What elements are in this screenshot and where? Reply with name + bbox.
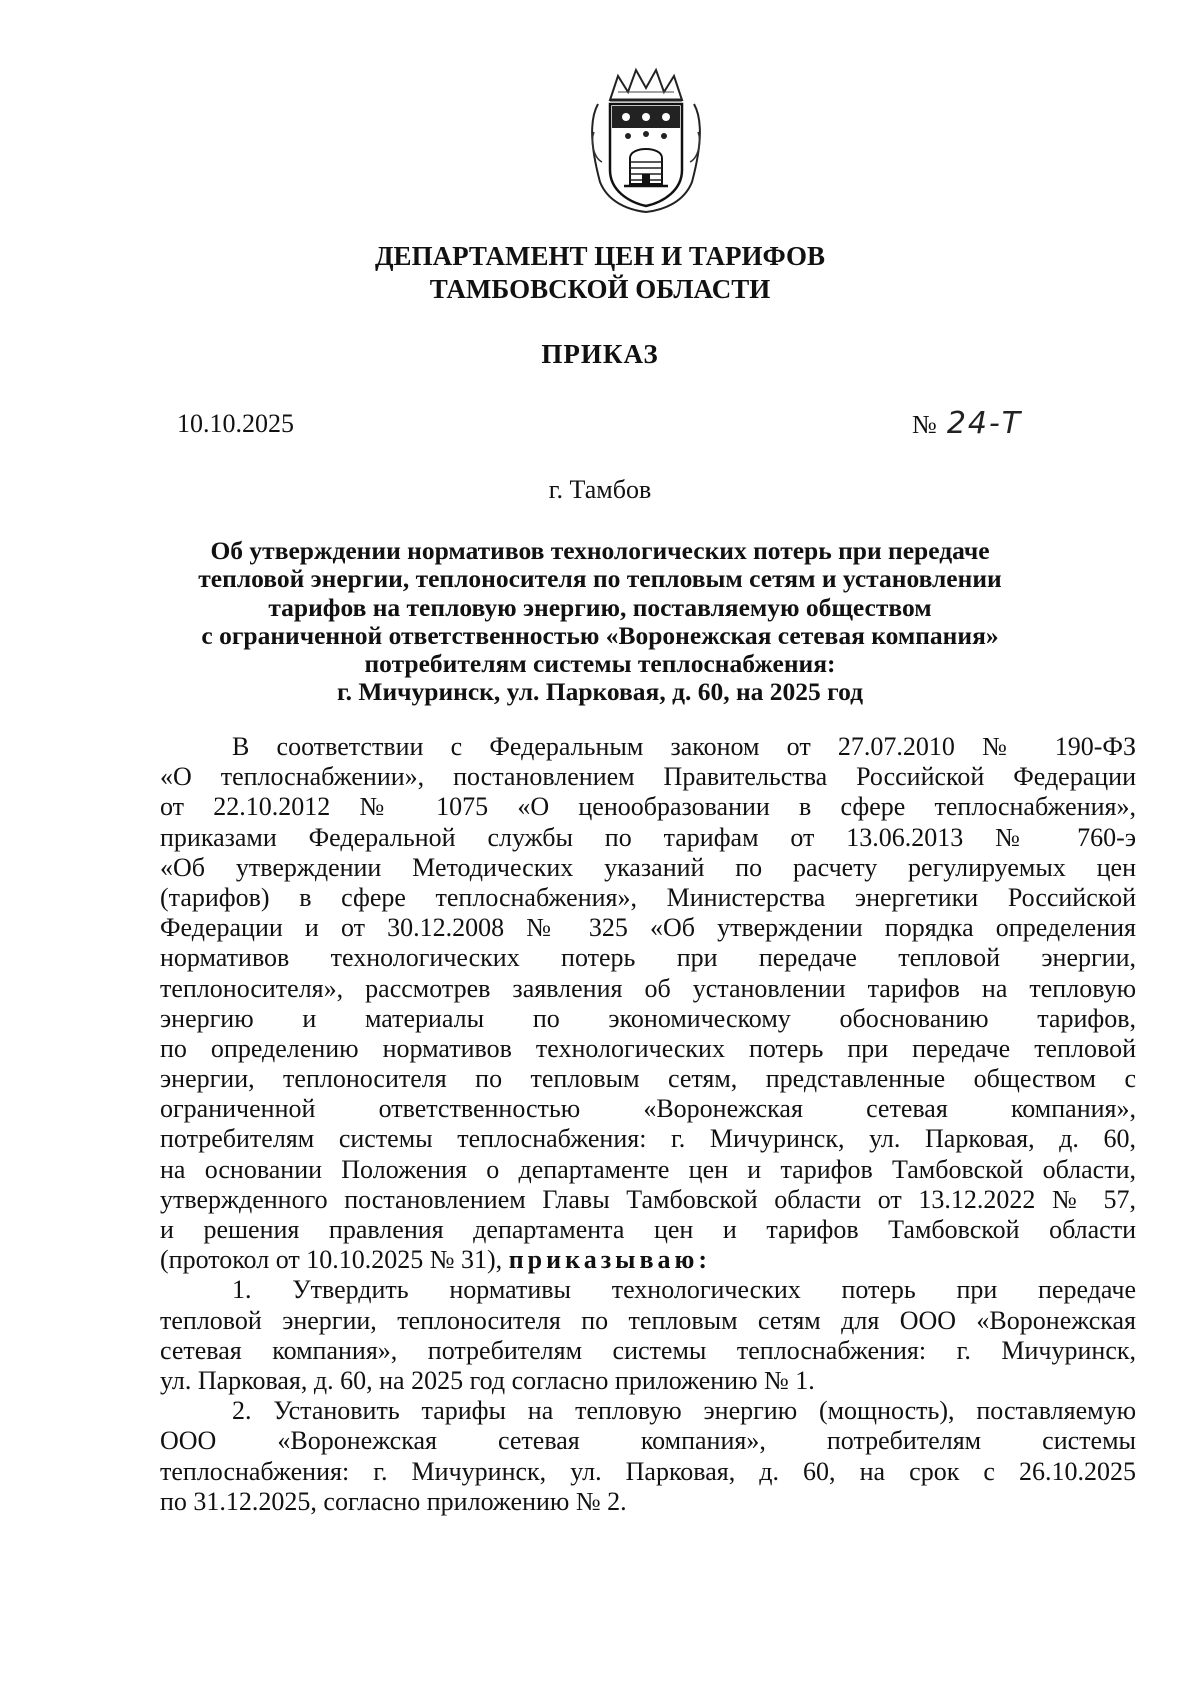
text-line: Федерации и от 30.12.2008 № 325 «Об утверждении порядка определения bbox=[160, 913, 1136, 943]
subject-line: потребителям системы теплоснабжения: bbox=[364, 649, 836, 679]
text-line: и решения правления департамента цен и тарифов Тамбовской области bbox=[160, 1215, 1136, 1244]
text-line: энергию и материалы по экономическому обоснованию тарифов, bbox=[160, 1003, 1136, 1033]
order-subject bbox=[190, 537, 1010, 707]
item-2-paragraph bbox=[160, 1396, 1136, 1517]
order-body bbox=[160, 732, 1136, 1517]
text-line: энергии, теплоносителя по тепловым сетям, представленные обществом с bbox=[160, 1064, 1136, 1094]
protocol-reference: (протокол от 10.10.2025 № 31), bbox=[160, 1245, 503, 1275]
text-line: 2. Установить тарифы на тепловую энергию (мощность), поставляемую bbox=[232, 1396, 1136, 1426]
subject-line: тепловой энергии, теплоносителя по тепловым сетям и установлении bbox=[198, 564, 1002, 594]
text-line: приказами Федеральной службы по тарифам от 13.06.2013 № 760-э bbox=[160, 822, 1136, 852]
text-line: ООО «Воронежская сетевая компания», потребителям системы bbox=[160, 1426, 1136, 1456]
text-line bbox=[160, 1245, 1136, 1275]
text-line: ул. Парковая, д. 60, на 2025 год согласно приложению № 1. bbox=[160, 1365, 815, 1395]
city: г. Тамбов bbox=[548, 475, 652, 504]
text-line: утвержденного постановлением Главы Тамбовской области от 13.12.2022 № 57, bbox=[160, 1184, 1136, 1214]
order-date: 10.10.2025 bbox=[177, 409, 294, 438]
department-name-line1: ДЕПАРТАМЕНТ ЦЕН И ТАРИФОВ bbox=[374, 241, 826, 271]
subject-line: с ограниченной ответственностью «Воронежская сетевая компания» bbox=[201, 620, 999, 650]
text-line: сетевая компания», потребителям системы теплоснабжения: г. Мичуринск, bbox=[160, 1335, 1136, 1365]
text-line: по 31.12.2025, согласно приложению № 2. bbox=[160, 1486, 627, 1516]
text-line: теплоносителя», рассмотрев заявления об установлении тарифов на тепловую bbox=[160, 973, 1136, 1003]
text-line: теплоснабжения: г. Мичуринск, ул. Парковая, д. 60, на срок с 26.10.2025 bbox=[160, 1456, 1136, 1486]
text-line: тепловой энергии, теплоносителя по тепловым сетям для ООО «Воронежская bbox=[160, 1305, 1136, 1335]
text-line: «Об утверждении Методических указаний по расчету регулируемых цен bbox=[160, 852, 1136, 882]
text-line: от 22.10.2012 № 1075 «О ценообразовании в сфере теплоснабжения», bbox=[160, 792, 1136, 822]
text-line: «О теплоснабжении», постановлением Правительства Российской Федерации bbox=[160, 762, 1136, 792]
text-line: 1. Утвердить нормативы технологических потерь при передаче bbox=[232, 1275, 1136, 1305]
tambov-coat-of-arms-icon bbox=[588, 62, 704, 214]
handwritten-number: 24-Т bbox=[946, 406, 1023, 441]
item-1-paragraph bbox=[160, 1275, 1136, 1396]
doc-type-title: ПРИКАЗ bbox=[541, 339, 659, 369]
order-number bbox=[912, 406, 1022, 441]
text-line: (тарифов) в сфере теплоснабжения», Министерства энергетики Российской bbox=[160, 882, 1136, 912]
number-sign: № bbox=[912, 410, 937, 439]
order-word: приказываю bbox=[508, 1245, 699, 1275]
department-name-line2: ТАМБОВСКОЙ ОБЛАСТИ bbox=[429, 274, 771, 304]
subject-line: Об утверждении нормативов технологических потерь при передаче bbox=[210, 536, 990, 565]
text-line: нормативов технологических потерь при передаче тепловой энергии, bbox=[160, 943, 1136, 973]
subject-line: тарифов на тепловую энергию, поставляемую обществом bbox=[268, 592, 932, 622]
text-line: по определению нормативов технологических потерь при передаче тепловой bbox=[160, 1033, 1136, 1063]
order-colon: : bbox=[698, 1245, 708, 1275]
text-line: потребителям системы теплоснабжения: г. Мичуринск, ул. Парковая, д. 60, bbox=[160, 1124, 1136, 1154]
subject-line: г. Мичуринск, ул. Парковая, д. 60, на 2025 год bbox=[336, 677, 864, 707]
text-line: ограниченной ответственностью «Воронежская сетевая компания», bbox=[160, 1094, 1136, 1124]
preamble-paragraph bbox=[160, 732, 1136, 1275]
text-line: на основании Положения о департаменте цен и тарифов Тамбовской области, bbox=[160, 1154, 1136, 1184]
text-line: В соответствии с Федеральным законом от 27.07.2010 № 190-ФЗ bbox=[232, 732, 1136, 761]
